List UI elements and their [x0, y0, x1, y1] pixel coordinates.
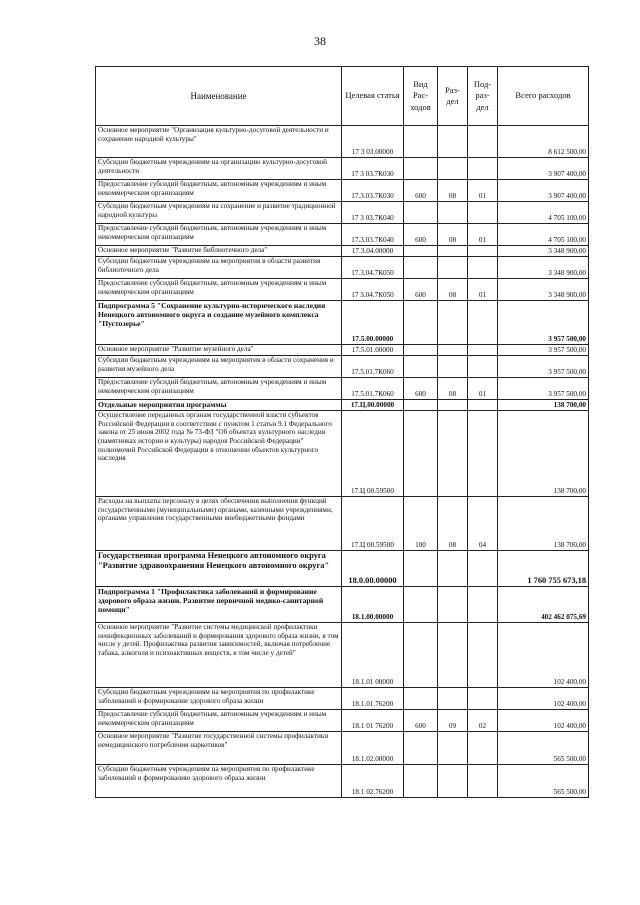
cell-subsection — [468, 587, 498, 623]
header-name: Наименование — [96, 67, 342, 126]
table-row — [96, 180, 589, 202]
cell-subsection — [468, 551, 498, 587]
cell-total: 3 907 400,00 — [498, 158, 589, 180]
table-row — [96, 257, 589, 279]
cell-name: Субсидии бюджетным учреждениям на мероприятия по профилактике заболеваний и формированию здорового образа жизни — [96, 765, 342, 798]
cell-expense-type — [404, 158, 438, 180]
cell-expense-type: 600 — [404, 378, 438, 400]
cell-total: 138 700,00 — [498, 411, 589, 497]
table-row — [96, 688, 589, 710]
cell-target-article: 17 3 03.00000 — [342, 126, 404, 158]
cell-name: Подпрограмма 5 "Сохранение культурно-исторического наследия Ненецкого автономного округа и создание музейного комплекса "Пустозерье" — [96, 301, 342, 345]
header-section: Раз- дел — [438, 67, 468, 126]
cell-section — [438, 158, 468, 180]
cell-total: 4 705 100,00 — [498, 224, 589, 246]
table-row — [96, 224, 589, 246]
table-row — [96, 246, 589, 257]
cell-section — [438, 202, 468, 224]
table-header-row — [96, 67, 589, 126]
cell-target-article: 17.5.00.00000 — [342, 301, 404, 345]
cell-expense-type — [404, 688, 438, 710]
cell-total: 4 705 100,00 — [498, 202, 589, 224]
cell-expense-type: 600 — [404, 710, 438, 732]
table-row — [96, 710, 589, 732]
cell-target-article: 17.Ц 00.59500 — [342, 497, 404, 551]
cell-expense-type — [404, 126, 438, 158]
cell-target-article: 18.1.02.00000 — [342, 732, 404, 765]
header-total: Всего расходов — [498, 67, 589, 126]
cell-target-article: 17.Ц.00.00000 — [342, 400, 404, 411]
cell-target-article: 17.3.03.7К030 — [342, 180, 404, 202]
cell-expense-type — [404, 551, 438, 587]
cell-subsection — [468, 345, 498, 356]
cell-subsection: 01 — [468, 378, 498, 400]
cell-name: Подпрограмма 1 "Профилактика заболеваний и формирование здорового образа жизни. Развитие первичной медико-санитарной помощи" — [96, 587, 342, 623]
cell-target-article: 17.3.04.00000 — [342, 246, 404, 257]
cell-total: 402 462 075,69 — [498, 587, 589, 623]
cell-name: Субсидии бюджетным учреждениям на сохранение и развитие традиционной народной культуры — [96, 202, 342, 224]
cell-target-article: 17.5.01.00000 — [342, 345, 404, 356]
cell-total: 102 400,00 — [498, 710, 589, 732]
cell-subsection — [468, 126, 498, 158]
cell-name: Осуществление переданных органам государственной власти субъектов Российской Федерации в соответствии с пунктом 1 статьи 9.1 Федерального закона от 25 июня 2002 года № 73-ФЗ "Об объектах культурного наследия (памятниках истории и культуры) народов Российской Федерации" полномочий Российской Федерации в отношении объектов культурного наследия — [96, 411, 342, 497]
table-row — [96, 497, 589, 551]
table-row — [96, 732, 589, 765]
cell-name: Предоставление субсидий бюджетным, автономным учреждениям и иным некоммерческим организациям — [96, 378, 342, 400]
cell-target-article: 17 3 03.7К040 — [342, 202, 404, 224]
cell-total: 3 348 900,00 — [498, 246, 589, 257]
header-subsection: Под- раз- дел — [468, 67, 498, 126]
cell-expense-type — [404, 257, 438, 279]
cell-target-article: 18.1 02.76200 — [342, 765, 404, 798]
cell-total: 8 612 500,00 — [498, 126, 589, 158]
header-expense-type: Вид Рас- ходов — [404, 67, 438, 126]
cell-name: Предоставление субсидий бюджетным, автономным учреждениям и иным некоммерческим организациям — [96, 279, 342, 301]
table-row — [96, 623, 589, 688]
cell-expense-type — [404, 356, 438, 378]
cell-name: Отдельные мероприятия программы — [96, 400, 342, 411]
cell-name: Основное мероприятие "Развитие библиотечного дела" — [96, 246, 342, 257]
cell-target-article: 17.5.01.7К060 — [342, 356, 404, 378]
cell-expense-type — [404, 345, 438, 356]
cell-total: 565 500,00 — [498, 732, 589, 765]
cell-subsection: 04 — [468, 497, 498, 551]
cell-subsection — [468, 202, 498, 224]
cell-name: Субсидии бюджетным учреждениям на организацию культурно-досуговой деятельности — [96, 158, 342, 180]
cell-section — [438, 732, 468, 765]
cell-total: 138 700,00 — [498, 400, 589, 411]
cell-expense-type — [404, 765, 438, 798]
cell-expense-type — [404, 301, 438, 345]
cell-total: 138 700,00 — [498, 497, 589, 551]
table-row — [96, 202, 589, 224]
cell-section — [438, 587, 468, 623]
cell-expense-type — [404, 400, 438, 411]
cell-name: Субсидии бюджетным учреждениям на мероприятия в области сохранения и развития музейного дела — [96, 356, 342, 378]
table-row — [96, 378, 589, 400]
table-row — [96, 400, 589, 411]
cell-subsection — [468, 246, 498, 257]
table-row — [96, 345, 589, 356]
cell-target-article: 18.1.01 00000 — [342, 623, 404, 688]
table-row — [96, 126, 589, 158]
cell-name: Предоставление субсидий бюджетным, автономным учреждениям и иным некоммерческим организациям — [96, 180, 342, 202]
table-row — [96, 158, 589, 180]
cell-total: 1 760 755 673,18 — [498, 551, 589, 587]
cell-expense-type — [404, 411, 438, 497]
cell-name: Основное мероприятие "Развитие музейного дела" — [96, 345, 342, 356]
cell-subsection: 01 — [468, 224, 498, 246]
cell-target-article: 18.1.01.76200 — [342, 688, 404, 710]
cell-section: 08 — [438, 497, 468, 551]
cell-target-article: 17.Ц 00.59500 — [342, 411, 404, 497]
cell-expense-type: 100 — [404, 497, 438, 551]
cell-total: 3 957 500,00 — [498, 378, 589, 400]
cell-section — [438, 551, 468, 587]
cell-expense-type: 600 — [404, 180, 438, 202]
cell-target-article: 18.0.00.00000 — [342, 551, 404, 587]
cell-section — [438, 257, 468, 279]
cell-total: 3 957 500,00 — [498, 301, 589, 345]
table-row — [96, 356, 589, 378]
cell-total: 565 500,00 — [498, 765, 589, 798]
cell-total: 3 957 500,00 — [498, 345, 589, 356]
cell-total: 3 348 900,00 — [498, 257, 589, 279]
table-row — [96, 279, 589, 301]
cell-total: 102 400,00 — [498, 688, 589, 710]
cell-name: Основное мероприятие "Развитие государственной системы профилактики немедицинского потребления наркотиков" — [96, 732, 342, 765]
cell-total: 3 907 400,00 — [498, 180, 589, 202]
cell-target-article: 18.1.00.00000 — [342, 587, 404, 623]
cell-total: 3 348 900,00 — [498, 279, 589, 301]
table-row — [96, 301, 589, 345]
cell-target-article: 17.3.04.7К050 — [342, 257, 404, 279]
cell-name: Субсидии бюджетным учреждениям на мероприятия в области развития библиотечного дела — [96, 257, 342, 279]
cell-section — [438, 400, 468, 411]
cell-expense-type: 600 — [404, 279, 438, 301]
cell-name: Основное мероприятие "Развитие системы медицинской профилактики неинфекционных заболеваний и формирования здорового образа жизни, в том числе у детей. Профилактика развития зависимостей, включая потребление табака, алкоголя и психоактивных веществ, в том числе у детей" — [96, 623, 342, 688]
cell-section: 08 — [438, 180, 468, 202]
cell-expense-type — [404, 623, 438, 688]
cell-target-article: 17.5.01.7К060 — [342, 378, 404, 400]
cell-expense-type — [404, 732, 438, 765]
cell-target-article: 17 3.04.7К050 — [342, 279, 404, 301]
cell-name: Предоставление субсидий бюджетным, автономным учреждениям и иным некоммерческим организациям — [96, 710, 342, 732]
cell-target-article: 17.3.03.7К040 — [342, 224, 404, 246]
cell-name: Предоставление субсидий бюджетным, автономным учреждениям и иным некоммерческим организациям — [96, 224, 342, 246]
cell-subsection — [468, 732, 498, 765]
cell-expense-type: 600 — [404, 224, 438, 246]
cell-subsection — [468, 400, 498, 411]
header-target-article: Целевая статья — [342, 67, 404, 126]
table-row — [96, 551, 589, 587]
cell-total: 102 400,00 — [498, 623, 589, 688]
cell-section — [438, 345, 468, 356]
budget-table — [95, 66, 589, 798]
cell-total: 3 957 500,00 — [498, 356, 589, 378]
table-row — [96, 765, 589, 798]
cell-name: Государственная программа Ненецкого автономного округа "Развитие здравоохранения Ненецкого автономного округа" — [96, 551, 342, 587]
cell-subsection: 01 — [468, 180, 498, 202]
cell-expense-type — [404, 202, 438, 224]
cell-section — [438, 356, 468, 378]
cell-section — [438, 623, 468, 688]
page-number: 38 — [314, 34, 326, 48]
cell-subsection — [468, 158, 498, 180]
cell-section — [438, 765, 468, 798]
cell-section: 09 — [438, 710, 468, 732]
cell-section: 08 — [438, 279, 468, 301]
cell-name: Расходы на выплаты персоналу в целях обеспечения выполнения функций государственными (муниципальными) органами, казенными учреждениями, органами управления государственными внебюджетными фондами — [96, 497, 342, 551]
cell-name: Субсидии бюджетным учреждениям на мероприятия по профилактике заболеваний и формирование здорового образа жизни — [96, 688, 342, 710]
cell-subsection: 02 — [468, 710, 498, 732]
cell-name: Основное мероприятие "Организация культурно-досуговой деятельности и сохранение народной культуры" — [96, 126, 342, 158]
cell-section: 08 — [438, 378, 468, 400]
cell-section — [438, 126, 468, 158]
table-row — [96, 587, 589, 623]
cell-subsection — [468, 765, 498, 798]
cell-expense-type — [404, 587, 438, 623]
cell-section: 08 — [438, 224, 468, 246]
table-row — [96, 411, 589, 497]
cell-section — [438, 688, 468, 710]
cell-subsection — [468, 257, 498, 279]
cell-section — [438, 301, 468, 345]
cell-subsection — [468, 623, 498, 688]
cell-subsection — [468, 356, 498, 378]
cell-subsection — [468, 688, 498, 710]
cell-target-article: 18.1 01 76200 — [342, 710, 404, 732]
cell-section — [438, 411, 468, 497]
cell-subsection — [468, 411, 498, 497]
cell-expense-type — [404, 246, 438, 257]
cell-target-article: 17 3 03.7К030 — [342, 158, 404, 180]
cell-subsection: 01 — [468, 279, 498, 301]
cell-section — [438, 246, 468, 257]
cell-subsection — [468, 301, 498, 345]
